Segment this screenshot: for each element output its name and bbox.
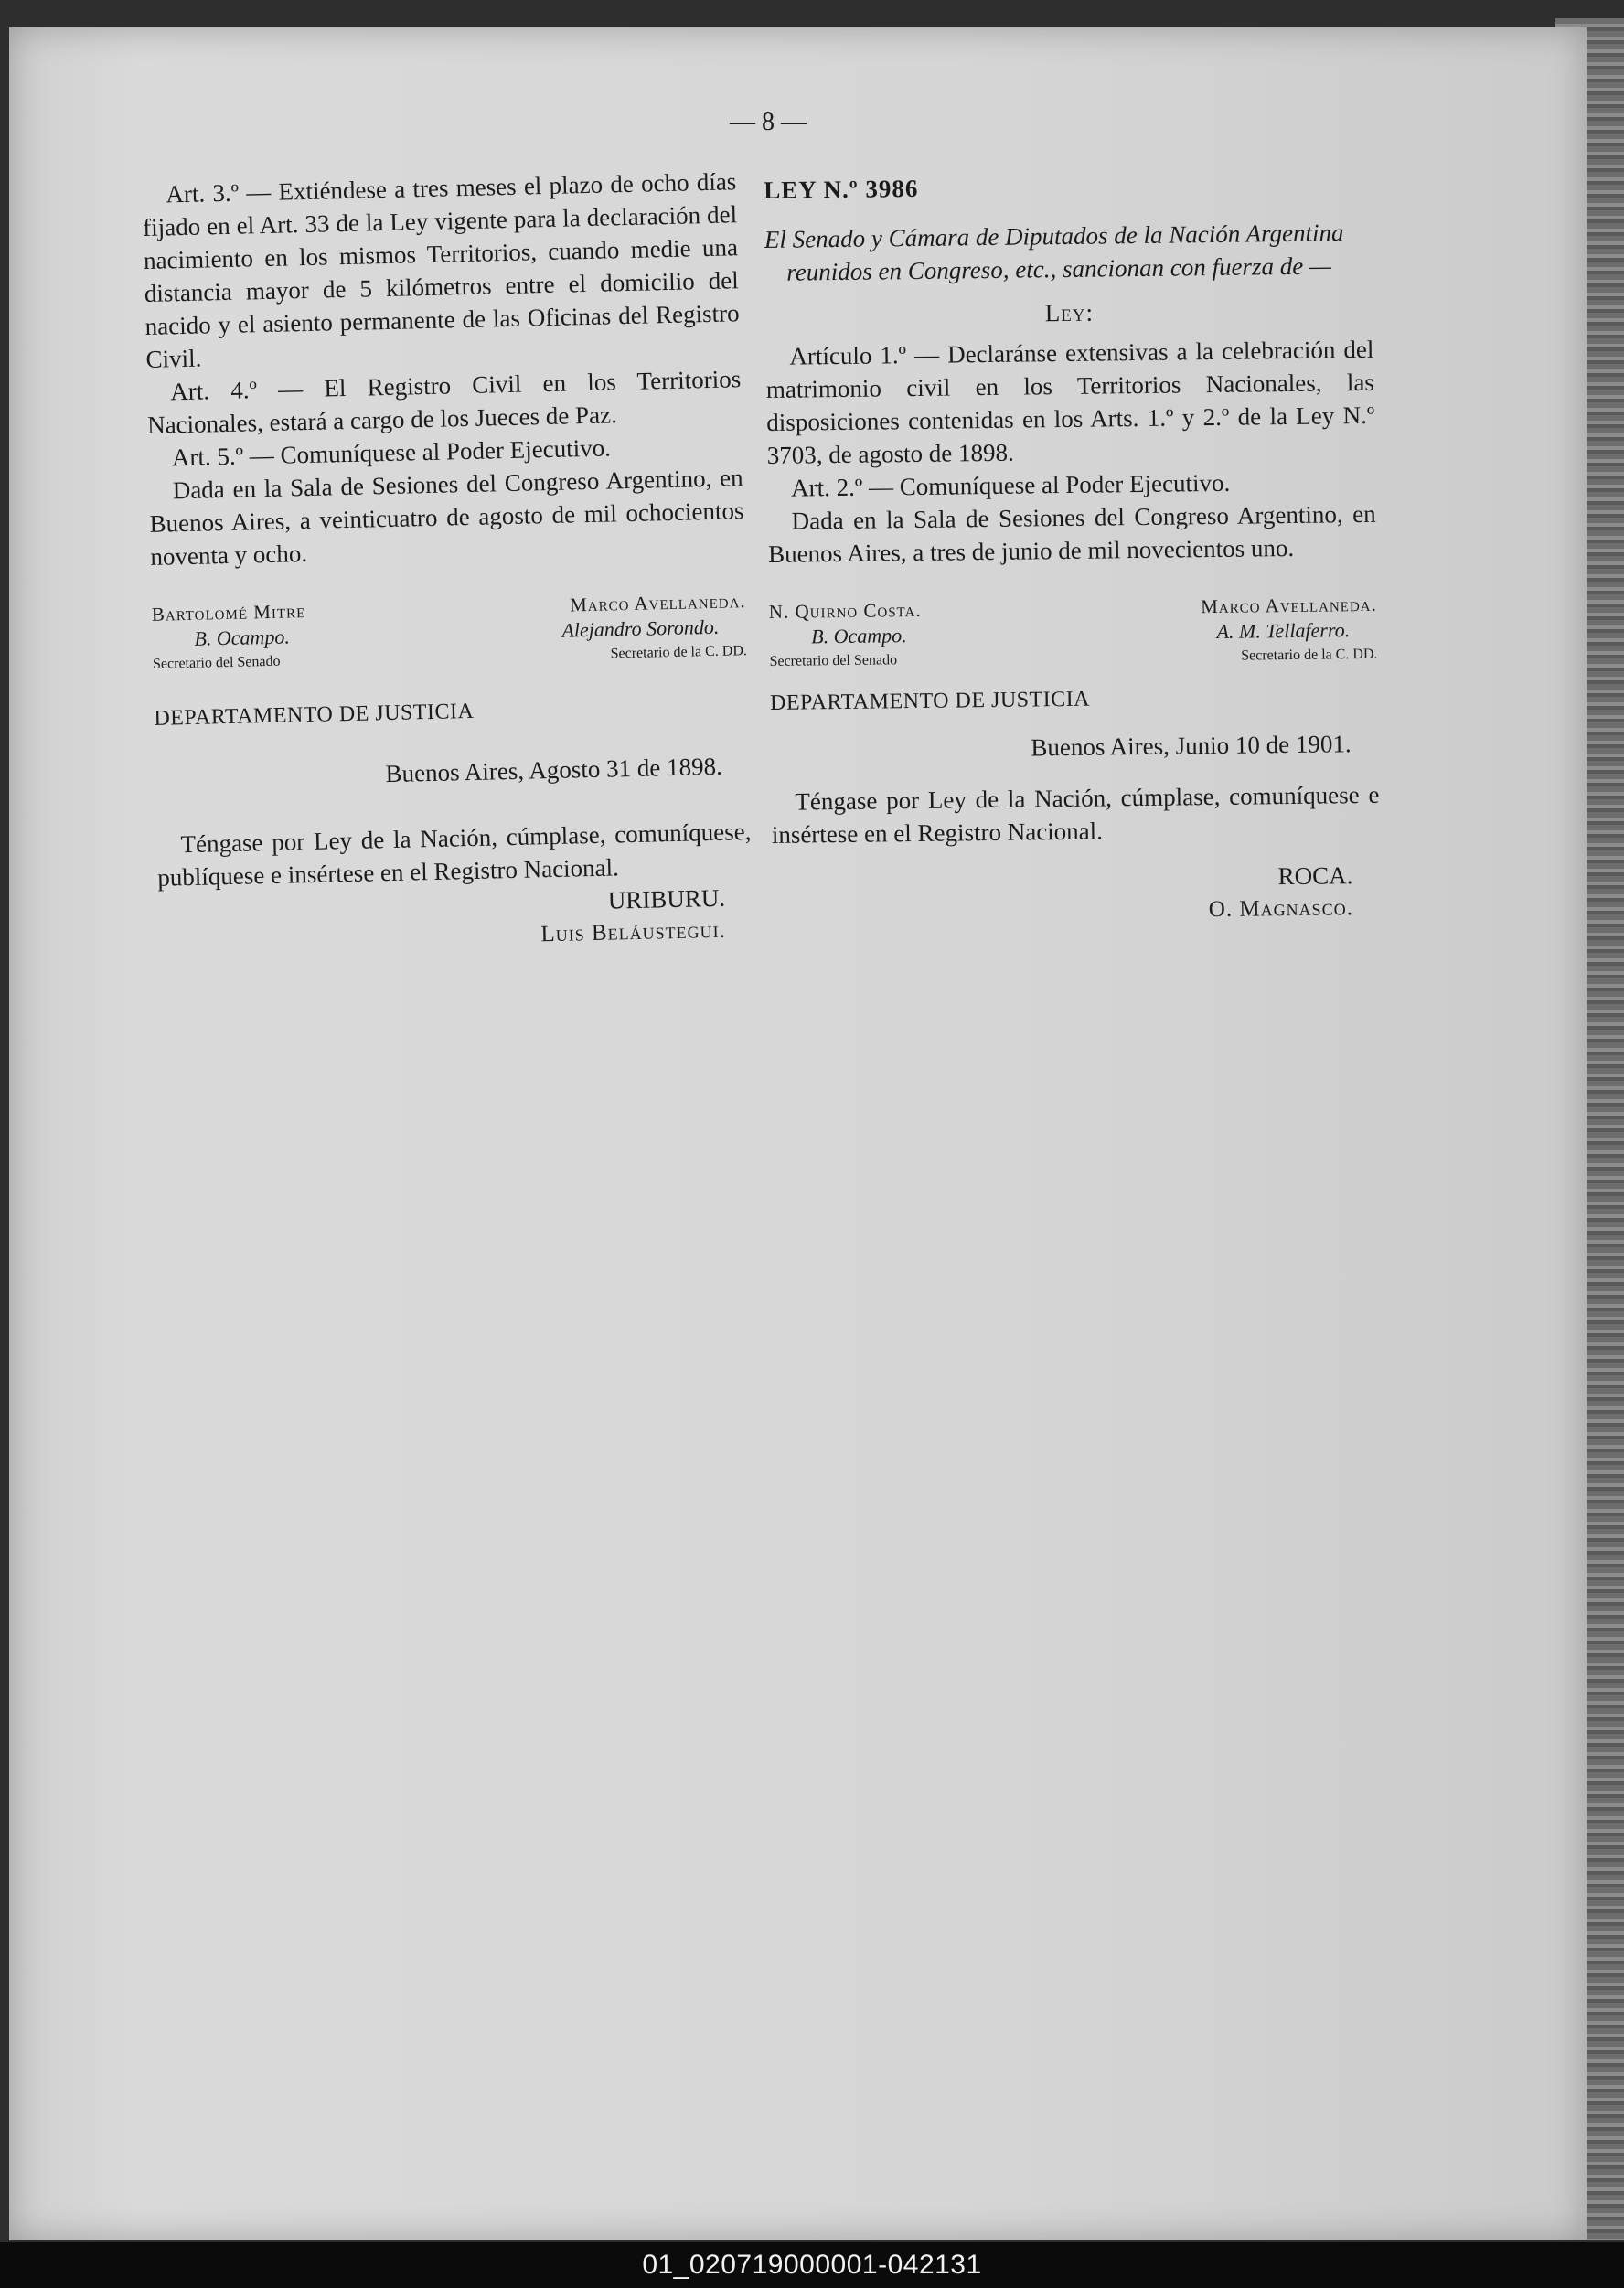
signature-role: Secretario de la C. DD. — [1241, 646, 1378, 664]
dada-paragraph: Dada en la Sala de Sesiones del Congreso Argentino, en Buenos Aires, a tres de junio de mil novecientos uno. — [767, 499, 1376, 568]
article-2: Art. 2.º — Comuníquese al Poder Ejecutivo. — [791, 468, 1231, 502]
signature-chamber — [1201, 593, 1378, 668]
signature-senate — [152, 599, 307, 677]
article-3: Art. 3.º — Extiéndese a tres meses el plazo de ocho días fijado en el Art. 33 de la Ley vigente para la declaración del nacimiento en los mismos Territorios, cuando medie una distancia mayor de 5 kilómetros entre el domicilio del nacido y el asiento permanente de las Oficinas del Registro Civil. — [142, 167, 740, 373]
signatures-block — [152, 589, 748, 677]
signature-role: Secretario del Senado — [152, 653, 281, 672]
signature-secretary: B. Ocampo. — [194, 625, 291, 650]
department-heading: DEPARTAMENTO DE JUSTICIA — [154, 699, 475, 731]
department-heading: DEPARTAMENTO DE JUSTICIA — [769, 687, 1091, 715]
law-intro: El Senado y Cámara de Diputados de la Nación Argentina reunidos en Congreso, etc., sancionan con fuerza de — — [764, 219, 1344, 286]
signature-senate — [769, 598, 923, 674]
signer-minister: O. Magnasco. — [1208, 895, 1354, 923]
signature-role: Secretario del Senado — [769, 652, 898, 669]
ruling-paragraph: Téngase por Ley de la Nación, cúmplase, comuníquese e insértese en el Registro Nacional. — [771, 780, 1380, 849]
signature-name: Marco Avellaneda. — [569, 590, 746, 616]
scan-id-bar: 01_020719000001-042131 — [0, 2242, 1624, 2288]
signatures-block — [769, 593, 1378, 674]
dada-paragraph: Dada en la Sala de Sesiones del Congreso Argentino, en Buenos Aires, a veinticuatro de agosto de mil ochocientos noventa y ocho. — [149, 464, 744, 571]
signature-secretary: Alejandro Sorondo. — [561, 615, 720, 642]
law-title: LEY N.º 3986 — [764, 174, 919, 204]
signature-name: N. Quirno Costa. — [768, 598, 922, 623]
signature-role: Secretario de la C. DD. — [610, 643, 748, 662]
ley-heading: Ley: — [1044, 298, 1095, 327]
signature-secretary: B. Ocampo. — [811, 624, 907, 648]
signature-name: Marco Avellaneda. — [1200, 593, 1377, 618]
place-date: Buenos Aires, Junio 10 de 1901. — [1031, 730, 1352, 762]
left-column — [142, 165, 753, 960]
article-1: Artículo 1.º — Declaránse extensivas a la celebración del matrimonio civil en los Territorios Nacionales, las disposiciones contenidas en los Arts. 1.º y 2.º de la Ley N.º 3703, de agosto de 1898. — [765, 335, 1375, 469]
signature-secretary: A. M. Tellaferro. — [1216, 618, 1351, 643]
article-5: Art. 5.º — Comuníquese al Poder Ejecutivo. — [171, 433, 612, 472]
page-number: — 8 — — [730, 108, 807, 136]
signer-president: ROCA. — [1277, 861, 1353, 891]
article-4: Art. 4.º — El Registro Civil en los Territorios Nacionales, estará a cargo de los Jueces de Paz. — [146, 365, 742, 439]
signer-president: URIBURU. — [607, 883, 726, 914]
signature-name: Bartolomé Mitre — [151, 600, 306, 625]
signer-minister: Luis Beláustegui. — [540, 917, 727, 947]
ruling-paragraph: Téngase por Ley de la Nación, cúmplase, comuníquese, publíquese e insértese en el Registro Nacional. — [157, 818, 752, 892]
place-date: Buenos Aires, Agosto 31 de 1898. — [385, 752, 723, 788]
signature-chamber — [561, 589, 747, 668]
right-column — [764, 166, 1381, 932]
